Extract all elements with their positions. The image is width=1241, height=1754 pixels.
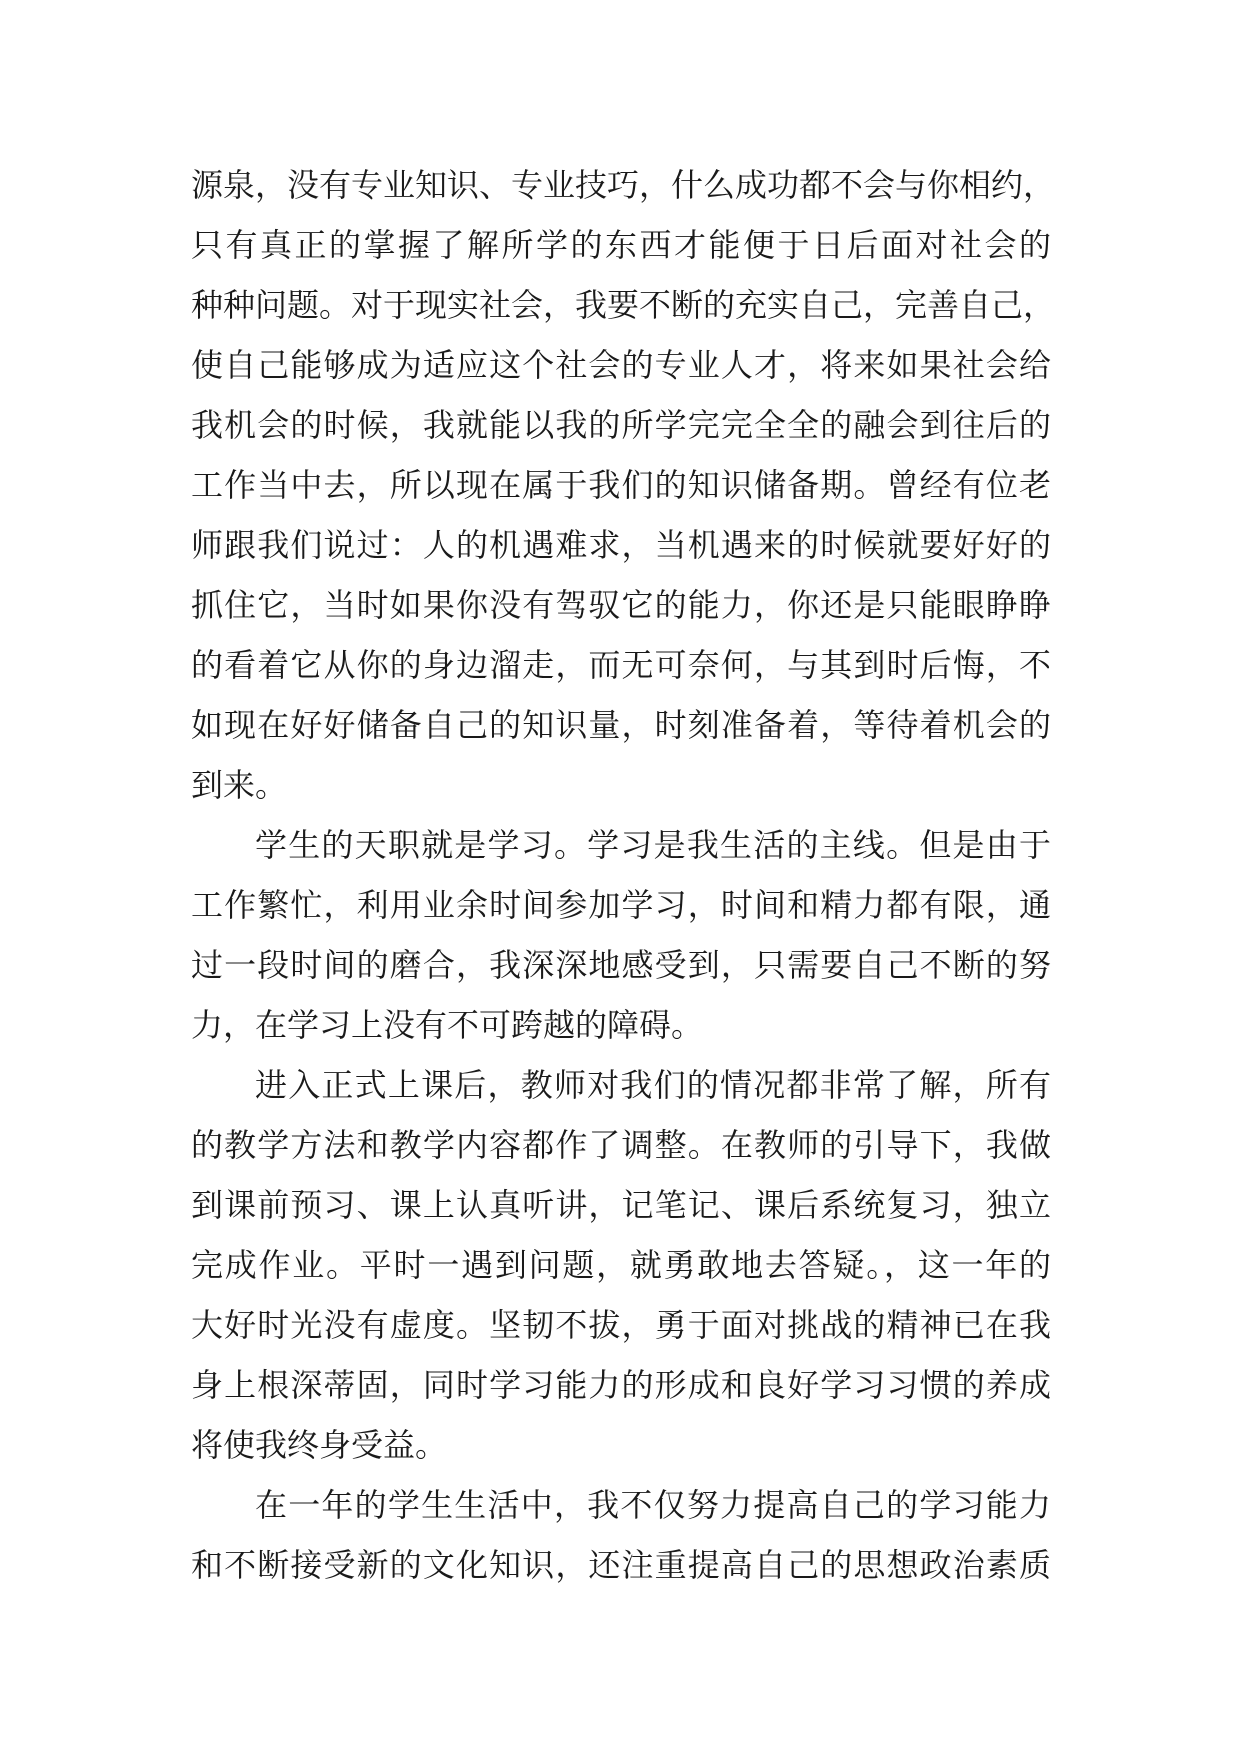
text-line: 使自己能够成为适应这个社会的专业人才，将来如果社会给 [191,346,1051,384]
text-line: 大好时光没有虚度。坚韧不拔，勇于面对挑战的精神已在我 [191,1306,1051,1344]
text-line: 过一段时间的磨合，我深深地感受到，只需要自己不断的努 [191,946,1051,984]
paragraph-first-line: 进入正式上课后，教师对我们的情况都非常了解，所有 [255,1066,1051,1104]
text-line: 源泉，没有专业知识、专业技巧，什么成功都不会与你相约， [191,166,1056,204]
text-line: 到课前预习、课上认真听讲，记笔记、课后系统复习，独立 [191,1186,1051,1224]
text-line: 种种问题。对于现实社会，我要不断的充实自己，完善自己， [191,286,1056,324]
text-line: 只有真正的掌握了解所学的东西才能便于日后面对社会的 [191,226,1051,264]
text-line: 师跟我们说过：人的机遇难求，当机遇来的时候就要好好的 [191,526,1051,564]
paragraph-first-line: 在一年的学生生活中，我不仅努力提高自己的学习能力 [255,1486,1051,1524]
text-line: 完成作业。平时一遇到问题，就勇敢地去答疑。，这一年的 [191,1246,1051,1284]
paragraph-first-line: 学生的天职就是学习。学习是我生活的主线。但是由于 [255,826,1051,864]
text-line: 工作当中去，所以现在属于我们的知识储备期。曾经有位老 [191,466,1051,504]
text-line: 和不断接受新的文化知识，还注重提高自己的思想政治素质 [191,1546,1051,1584]
text-line: 如现在好好储备自己的知识量，时刻准备着，等待着机会的 [191,706,1051,744]
text-line: 到来。 [191,766,288,804]
text-line: 力，在学习上没有不可跨越的障碍。 [191,1006,704,1044]
text-line: 工作繁忙，利用业余时间参加学习，时间和精力都有限，通 [191,886,1051,924]
text-line: 抓住它，当时如果你没有驾驭它的能力，你还是只能眼睁睁 [191,586,1051,624]
text-line: 的看着它从你的身边溜走，而无可奈何，与其到时后悔，不 [191,646,1051,684]
text-line: 的教学方法和教学内容都作了调整。在教师的引导下，我做 [191,1126,1051,1164]
text-line: 将使我终身受益。 [191,1426,448,1464]
text-line: 我机会的时候，我就能以我的所学完完全全的融会到往后的 [191,406,1051,444]
text-line: 身上根深蒂固，同时学习能力的形成和良好学习习惯的养成 [191,1366,1051,1404]
